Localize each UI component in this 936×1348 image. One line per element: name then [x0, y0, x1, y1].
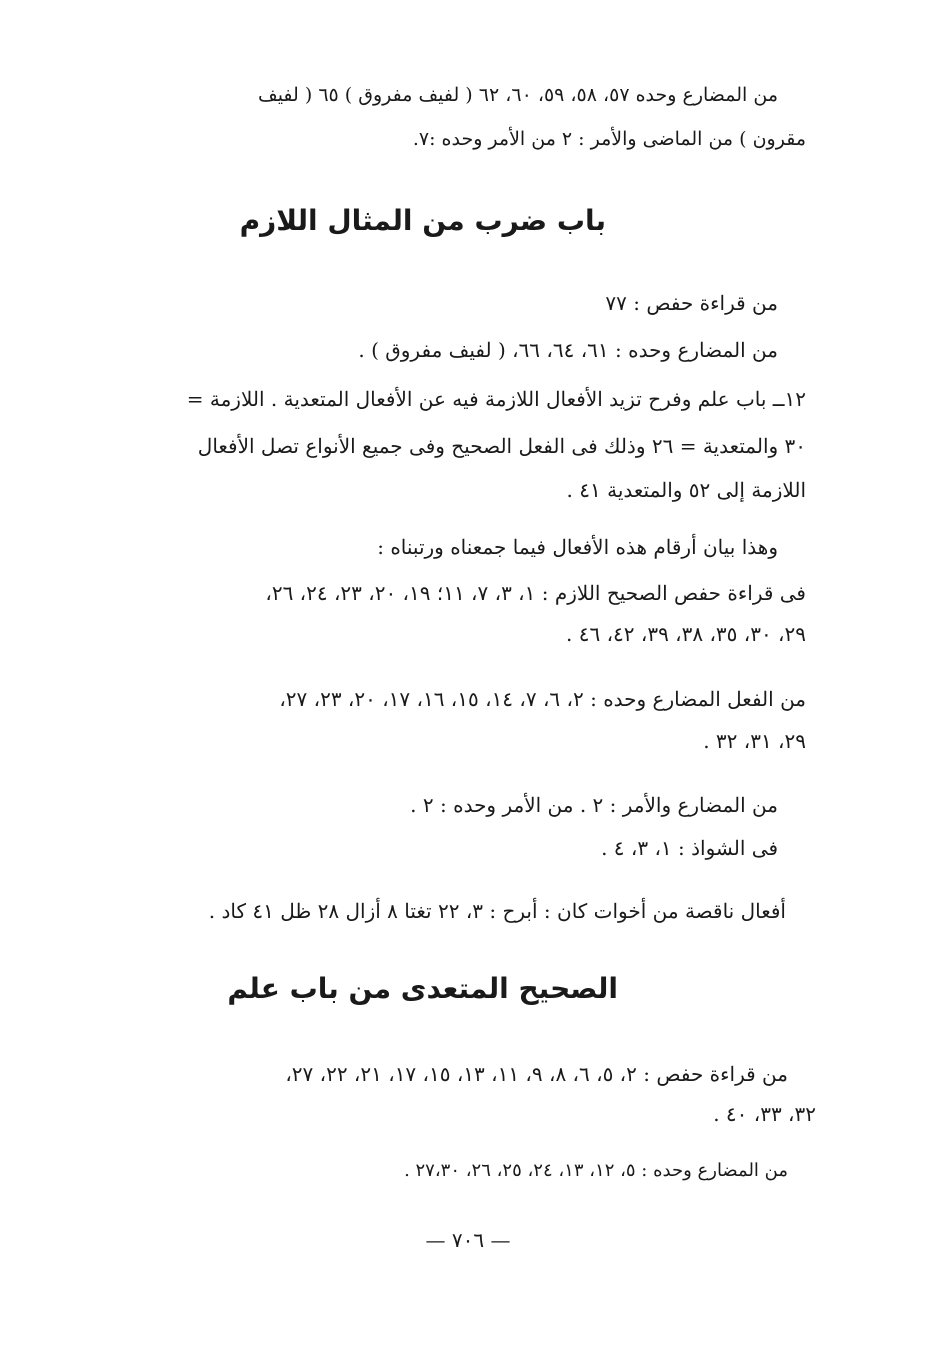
- paragraph-line-3: اللازمة إلى ٥٢ والمتعدية ٤١ .: [566, 478, 806, 502]
- fil-mudari-line-1: من الفعل المضارع وحده : ٢، ٦، ٧، ١٤، ١٥، ١٦، ١٧، ٢٠، ٢٣، ٢٧،: [279, 687, 806, 711]
- paragraph-line-1: ١٢ــ باب علم وفرح تزيد الأفعال اللازمة فيه عن الأفعال المتعدية . اللازمة =: [186, 387, 806, 411]
- naqisa-verbs-line: أفعال ناقصة من أخوات كان : أبرح : ٣، ٢٢ تغتا ٨ أزال ٢٨ ظل ٤١ كاد .: [208, 899, 786, 923]
- page-number: — ٧٠٦ —: [425, 1228, 511, 1252]
- section-title-sahih-mutaaddi: الصحيح المتعدى من باب علم: [227, 972, 618, 1005]
- shawadh-line: فى الشواذ : ١، ٣، ٤ .: [601, 836, 778, 860]
- intro-line-2: مقرون ) من الماضى والأمر : ٢ من الأمر وحده :٧.: [412, 128, 806, 150]
- numbers-intro-line: وهذا بيان أرقام هذه الأفعال فيما جمعناه ورتبناه :: [377, 535, 778, 559]
- hafs-sahih-line-1: فى قراءة حفص الصحيح اللازم : ١، ٣، ٧، ١١؛ ١٩، ٢٠، ٢٣، ٢٤، ٢٦،: [265, 581, 806, 605]
- mudari-mutaaddi-line: من المضارع وحده : ٥، ١٢، ١٣، ٢٤، ٢٥، ٢٦، ٢٧،٣٠ .: [404, 1160, 788, 1181]
- hafs-mutaaddi-line-2: ٣٢، ٣٣، ٤٠ .: [713, 1102, 816, 1126]
- mudari-only-line: من المضارع وحده : ٦١، ٦٤، ٦٦، ( لفيف مفروق ) .: [358, 338, 778, 362]
- mudari-amr-line: من المضارع والأمر : ٢ . من الأمر وحده : ٢ .: [410, 793, 778, 817]
- hafs-sahih-line-2: ٢٩، ٣٠، ٣٥، ٣٨، ٣٩، ٤٢، ٤٦ .: [566, 622, 806, 646]
- hafs-reading-line: من قراءة حفص : ٧٧: [605, 291, 778, 315]
- fil-mudari-line-2: ٢٩، ٣١، ٣٢ .: [703, 729, 806, 753]
- section-title-darab: باب ضرب من المثال اللازم: [239, 204, 606, 237]
- hafs-mutaaddi-line-1: من قراءة حفص : ٢، ٥، ٦، ٨، ٩، ١١، ١٣، ١٥، ١٧، ٢١، ٢٢، ٢٧،: [285, 1062, 788, 1086]
- paragraph-line-2: ٣٠ والمتعدية = ٢٦ وذلك فى الفعل الصحيح وفى جميع الأنواع تصل الأفعال: [197, 434, 806, 458]
- intro-line-1: من المضارع وحده ٥٧، ٥٨، ٥٩، ٦٠، ٦٢ ( لفيف مفروق ) ٦٥ ( لفيف: [258, 84, 778, 106]
